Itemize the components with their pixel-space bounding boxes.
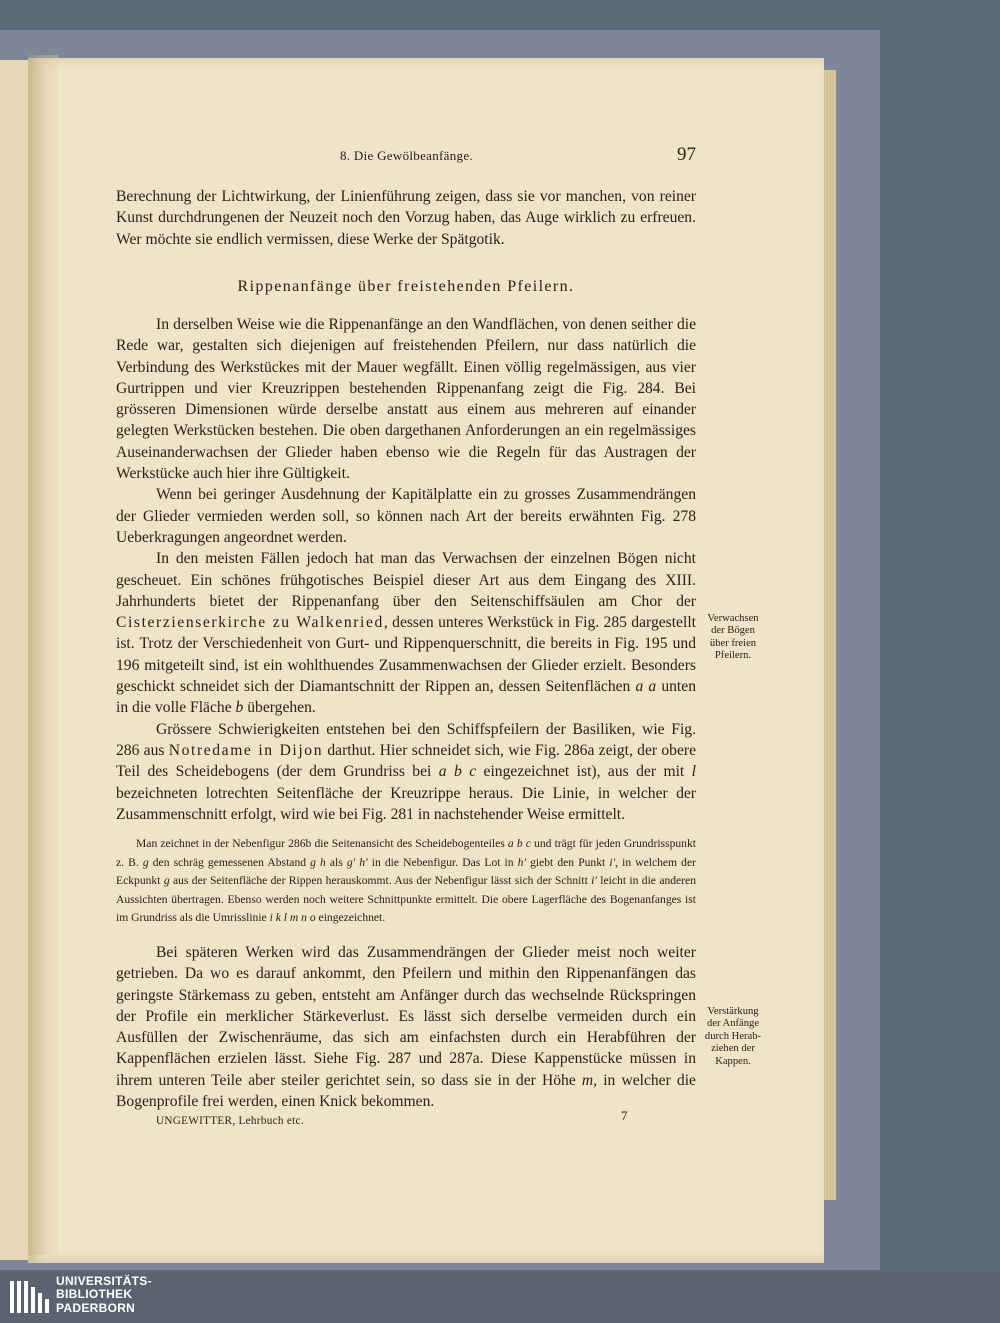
note-text-e: in die Nebenfigur. Das Lot in <box>367 855 518 869</box>
note-text-a: Man zeichnet in der Nebenfigur 286b die Seitenansicht des Scheidebogenteiles <box>136 837 508 850</box>
paragraph-1: In derselben Weise wie die Rippenanfänge an den Wandflächen, von denen seither die Rede war, gestalten sich diejenigen auf freistehenden Pfeilern, nur dass natürlich die Verbindung des Werkstückes mit der Mauer wegfällt. Einen völlig regelmässigen, aus vier Gurtrippen und vier Kreuzrippen bestehenden Rippenanfang zeigt die Fig. 284. Bei grösseren Dimensionen würde derselbe anstatt aus einem aus mehreren auf einander gelegten Werkstücken bestehen. Die oben dargethanen Anforderungen an ein regelmässiges Auseinanderwachsen der Glieder haben ebenso wie die Regeln für das Austragen der Werkstücke auch hier ihre Gültigkeit. <box>116 316 696 483</box>
margin-note-2-line-3: durch Herab- <box>704 1030 762 1042</box>
note-text-k: eingezeichnet. <box>315 911 386 925</box>
note-letter-g: g <box>142 855 149 869</box>
note-letters-gh-prime: g′ h′ <box>346 855 368 869</box>
paragraph-4-spaced-name: Notredame in Dijon <box>168 741 324 759</box>
margin-note-1-line-4: Pfeilern. <box>714 650 752 662</box>
library-logo-text <box>56 1275 152 1315</box>
footer-author: UNGEWITTER, Lehrbuch etc. <box>156 1115 304 1127</box>
paragraph-4 <box>116 719 696 825</box>
margin-note-verwachsen <box>702 613 764 663</box>
logo-line-1: UNIVERSITÄTS- <box>56 1274 152 1288</box>
note-letter-h-prime: h′ <box>517 855 526 869</box>
page-number: 97 <box>677 144 696 165</box>
margin-note-2-line-1: Verstärkung <box>707 1006 759 1017</box>
margin-note-2-line-5: Kappen. <box>715 1055 751 1067</box>
paragraph-3 <box>116 548 696 718</box>
paragraph-3-text-c: unten in die volle Fläche <box>116 678 696 717</box>
logo-line-3: PADERBORN <box>56 1300 136 1315</box>
paragraph-5-text-b: , in welcher die Bogenprofile frei werden, einen Knick bekommen. <box>116 1071 696 1111</box>
paragraph-3-text-b: , dessen unteres Werkstück in Fig. 285 dargestellt ist. Trotz der Verschiedenheit von Gurt- und Rippenquerschnitt, die bereits in Fig. 195 und 196 mitgeteilt sind, ist ein wohlthuendes Zusammenwachsen der Glieder erzielt. Besonders geschickt schneidet sich der Diamantschnitt der Rippen an, dessen Seitenflächen <box>116 614 696 696</box>
small-print-paragraph <box>116 835 696 928</box>
note-text-h: aus der Seitenfläche der Rippen herauskommt. Aus der Nebenfigur lässt sich der Schnitt <box>169 874 592 888</box>
spine-shadow <box>28 55 58 1255</box>
library-logo-icon <box>8 1277 52 1317</box>
note-letter-g-second: g <box>163 874 170 888</box>
paragraph-3-letters-aa: a a <box>635 678 657 696</box>
page-block-edge <box>824 70 836 1200</box>
paragraph-3-text-d: übergehen. <box>243 699 316 717</box>
note-letters-iklmno: i k l m n o <box>269 911 316 925</box>
body-text-continued <box>116 942 696 1112</box>
section-heading: Rippenanfänge über freistehenden Pfeilern. <box>237 278 575 295</box>
margin-note-1-line-3: über freien <box>709 637 757 649</box>
margin-note-2-line-4: ziehen der <box>711 1043 755 1055</box>
note-text-j: leicht in die anderen Aussichten übertragen. Ebenso werden noch weitere Schnittpunkte ermittelt. Die obere Lagerfläche des Bogenanfanges ist im Grundriss als die Umrisslinie <box>116 874 697 925</box>
signature-mark: 7 <box>621 1108 628 1123</box>
note-letters-abc: a b c <box>507 837 531 850</box>
small-print-note <box>116 835 696 928</box>
note-letter-i-prime: i′ <box>609 855 616 869</box>
paragraph-4-text-d: bezeichneten lotrechten Seitenfläche der Kreuzrippe heraus. Die Linie, in welcher der Zusammenschnitt erfolgt, wird wie bei Fig. 281 in nachstehender Weise ermittelt. <box>116 784 696 823</box>
paragraph-5 <box>116 942 696 1112</box>
note-text-b: und trägt für jeden Grundrisspunkt z. B. <box>116 837 696 869</box>
paragraph-4-letters-abc: a b c <box>438 763 477 781</box>
paragraph-5-letter-m: m <box>581 1071 594 1089</box>
margin-note-1-line-2: der Bögen <box>711 625 755 637</box>
note-letter-i-prime-second: i′ <box>591 874 597 888</box>
margin-note-2-line-2: der Anfänge <box>706 1018 760 1030</box>
intro-paragraph <box>116 186 696 250</box>
paragraph-4-text-b: darthut. Hier schneidet sich, wie Fig. 286a zeigt, der obere Teil des Scheidebogens (der dem Grundriss bei <box>116 741 696 781</box>
paragraph-4-text-c: eingezeichnet ist), aus der mit <box>476 763 692 781</box>
margin-note-verstaerkung <box>702 1006 764 1068</box>
note-text-d: als <box>325 855 347 869</box>
body-text <box>116 314 696 825</box>
paragraph-3-letter-b: b <box>235 699 244 717</box>
intro-text: Berechnung der Lichtwirkung, der Linienführung zeigen, dass sie vor manchen, von reiner Kunst durchdrungenen der Neuzeit noch den Vorzug haben, das Auge wirklich zu erfreuen. Wer möchte sie endlich vermissen, diese Werke der Spätgotik. <box>116 188 696 248</box>
note-letters-gh: g h <box>310 855 326 869</box>
paragraph-5-text-a: Bei späteren Werken wird das Zusammendrängen der Glieder meist noch weiter getrieben. Da wo es darauf ankommt, den Pfeilern und mithin den Rippenanfängen das geringste Stärkemass zu geben, entsteht am Anfänger durch das wechselnde Rückspringen der Profile ein merklicher Stärkeverlust. Es lässt sich derselbe vermeiden durch ein Ausfüllen der Zwischenräume, das sich am einfachsten durch ein Herabführen der Kappenflächen erzielen lässt. Siehe Fig. 287 und 287a. Diese Kappenstücke müssen in ihrem unteren Teile aber steiler gerichtet sein, so dass sie in der Höhe <box>116 944 696 1089</box>
paragraph-2: Wenn bei geringer Ausdehnung der Kapitälplatte ein zu grosses Zusammendrängen der Glieder vermieden werden soll, so können nach Art der bereits erwähnten Fig. 278 Ueberkragungen angeordnet werden. <box>116 486 696 546</box>
note-text-c: den schräg gemessenen Abstand <box>148 855 311 869</box>
left-page-edge <box>0 60 28 1260</box>
paragraph-4-text-a: Grössere Schwierigkeiten entstehen bei den Schiffspfeilern der Basiliken, wie Fig. 286 aus <box>116 720 696 759</box>
note-text-f: giebt den Punkt <box>526 855 610 869</box>
paragraph-3-spaced-name: Cisterzienserkirche zu Walkenried <box>116 614 384 632</box>
paragraph-4-letter-l: l <box>691 763 697 781</box>
margin-note-1-line-1: Verwachsen <box>707 613 759 624</box>
running-head: 8. Die Gewölbeanfänge. <box>340 148 473 163</box>
paragraph-3-text-a: In den meisten Fällen jedoch hat man das Verwachsen der einzelnen Bögen nicht gescheuet. Ein schönes frühgotisches Beispiel dieser Art aus dem Eingang des XIII. Jahrhunderts bietet der Rippenanfang über den Seitenschiffsäulen am Chor der <box>116 550 696 610</box>
logo-line-2: BIBLIOTHEK <box>56 1287 133 1302</box>
note-text-g: , in welchem der Eckpunkt <box>116 855 696 888</box>
page-header <box>116 146 696 170</box>
